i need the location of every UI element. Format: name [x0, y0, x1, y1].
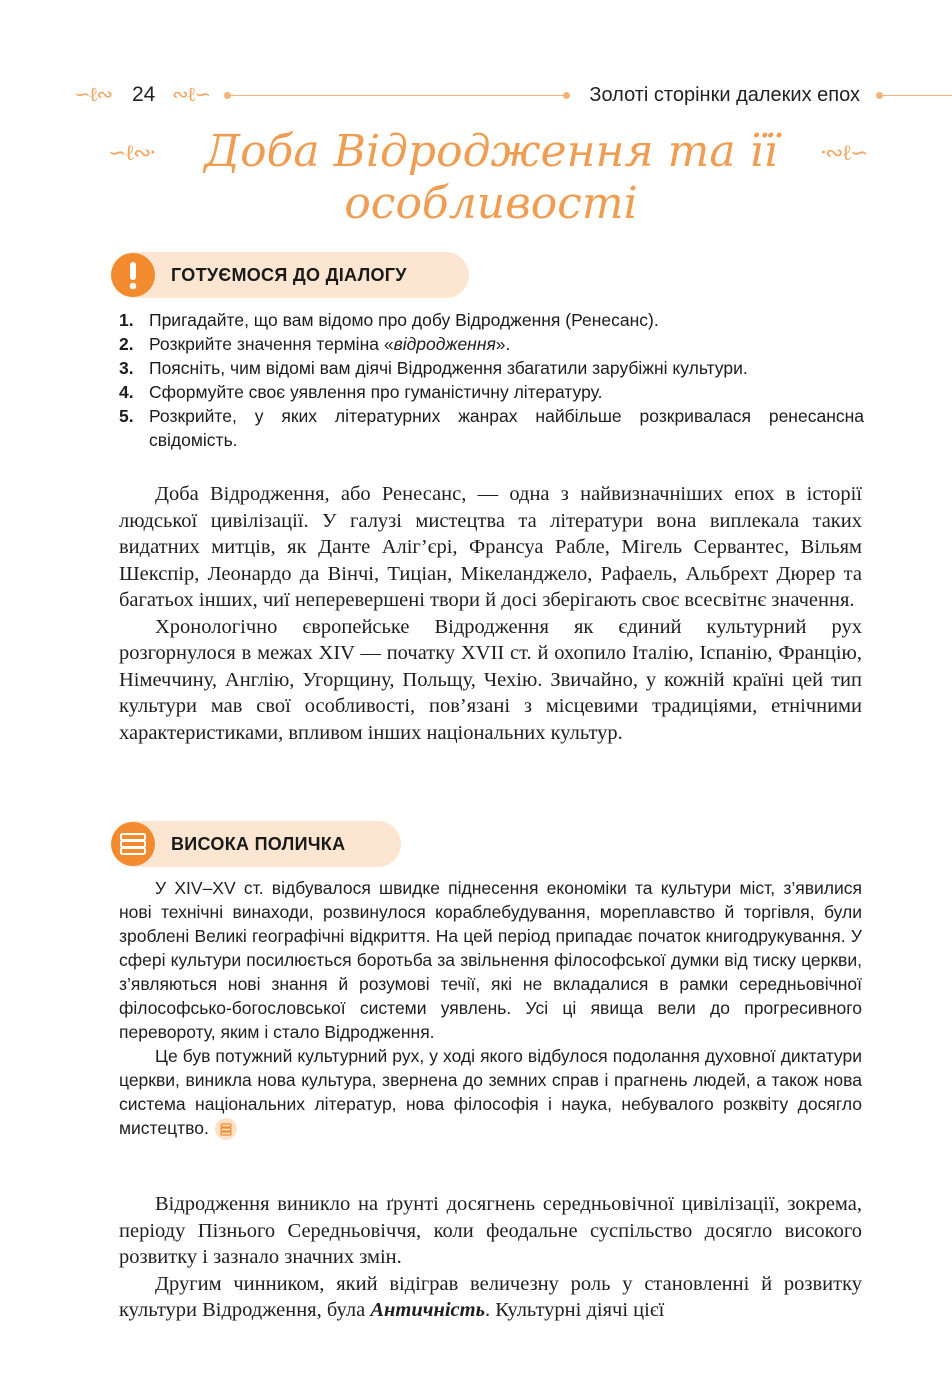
title-right-ornament: ·∾ℓ∽ [820, 141, 867, 166]
title-line-1: Доба Відродження та її [204, 126, 778, 177]
main-text-block-1 [119, 481, 862, 746]
right-flourish-ornament: ∾ℓ∽ [172, 82, 210, 106]
paragraph: Другим чинником, який відіграв величезну роль у становленні й розвитку культури Відродження, була Античність. Культурні діячі цієї [119, 1272, 862, 1321]
shelf-section-label: ВИСОКА ПОЛИЧКА [171, 834, 346, 854]
page-number: 24 [132, 83, 156, 106]
bookshelf-icon [111, 822, 155, 866]
header-rule [882, 95, 952, 96]
exclamation-icon [111, 253, 155, 297]
title-line-2: особливості [344, 178, 638, 229]
paragraph: Хронологічно європейське Відродження як єдиний культурний рух розгорнулося в межах XIV — початку XVII ст. й охопило Італію, Іспанію, Францію, Німеччину, Англію, Угорщину, Польщу, Чехію. Звичайно, у кожній країні цей тип культури мав свої особливості, пов’язані з місцевими традиціями, етнічними характеристиками, впливом інших національних культур. [119, 615, 862, 744]
term-italic: відродження [393, 334, 496, 354]
paragraph: У XIV–XV ст. відбувалося швидке піднесення економіки та культури міст, з’явилися нові технічні винаходи, розвинулося кораблебудування, мореплавство й торгівля, були зроблені Великі географічні відкриття. На цей період припадає початок книгодрукування. У сфері культури посилюється боротьба за звільнення філософської думки від тиску церкви, з’являються нові знання й розумові течії, які не вкладалися в рамки середньовічної філософсько-богословської системи уявлень. Усі ці явища вели до прогресивного перевороту, яким і стало Відродження. [119, 878, 862, 1042]
shelf-text-block [119, 876, 862, 1140]
title-left-ornament: ∽ℓ∾· [108, 141, 155, 166]
page-header [0, 76, 952, 112]
dialogue-section-header [111, 252, 469, 298]
list-item: 4. Сформуйте своє уявлення про гуманістичну літературу. [119, 382, 603, 402]
list-item: 1. Пригадайте, що вам відомо про добу Відродження (Ренесанс). [119, 310, 659, 330]
list-item: 3. Поясніть, чим відомі вам діячі Відродження збагатили зарубіжні культури. [119, 358, 748, 378]
header-rule [230, 95, 566, 96]
shelf-section-header [111, 821, 401, 867]
paragraph: Це був потужний культурний рух, у ході якого відбулося подолання духовної диктатури церкви, виникла нова культура, звернена до земних справ і прагнень людей, а також нова система національних літератур, нова філософія і наука, небувалого розквіту досягло мистецтво. [119, 1044, 862, 1140]
dialogue-section-label: ГОТУЄМОСЯ ДО ДІАЛОГУ [171, 265, 407, 285]
term-bold-italic: Античність [370, 1299, 485, 1321]
running-title: Золоті сторінки далеких епох [589, 84, 860, 106]
rule-dot [563, 92, 570, 99]
left-flourish-ornament: ∽ℓ∾ [74, 82, 112, 106]
main-text-block-2 [119, 1191, 862, 1324]
list-item: 2. Розкрийте значення терміна «відродження». [119, 334, 511, 354]
paragraph: Відродження виникло на ґрунті досягнень середньовічної цивілізації, зокрема, періоду Пізнього Середньовіччя, коли феодальне суспільство досягло високого розвитку і зазнало значних змін. [119, 1193, 862, 1268]
list-item: 5. Розкрийте, у яких літературних жанрах найбільше розкривалася ренесансна свідомість. [119, 406, 864, 450]
question-list [119, 308, 864, 452]
bookshelf-end-icon [215, 1118, 237, 1140]
page-title [110, 126, 872, 230]
paragraph: Доба Відродження, або Ренесанс, — одна з найвизначніших епох в історії людської цивілізації. У галузі мистецтва та літератури вона виплекала таких видатних митців, як Данте Аліг’єрі, Франсуа Рабле, Мігель Сервантес, Вільям Шекспір, Леонардо да Вінчі, Тиціан, Мікеланджело, Рафаель, Альбрехт Дюрер та багатьох інших, чиї неперевершені твори й досі зберігають своє всесвітнє значення. [119, 483, 862, 611]
